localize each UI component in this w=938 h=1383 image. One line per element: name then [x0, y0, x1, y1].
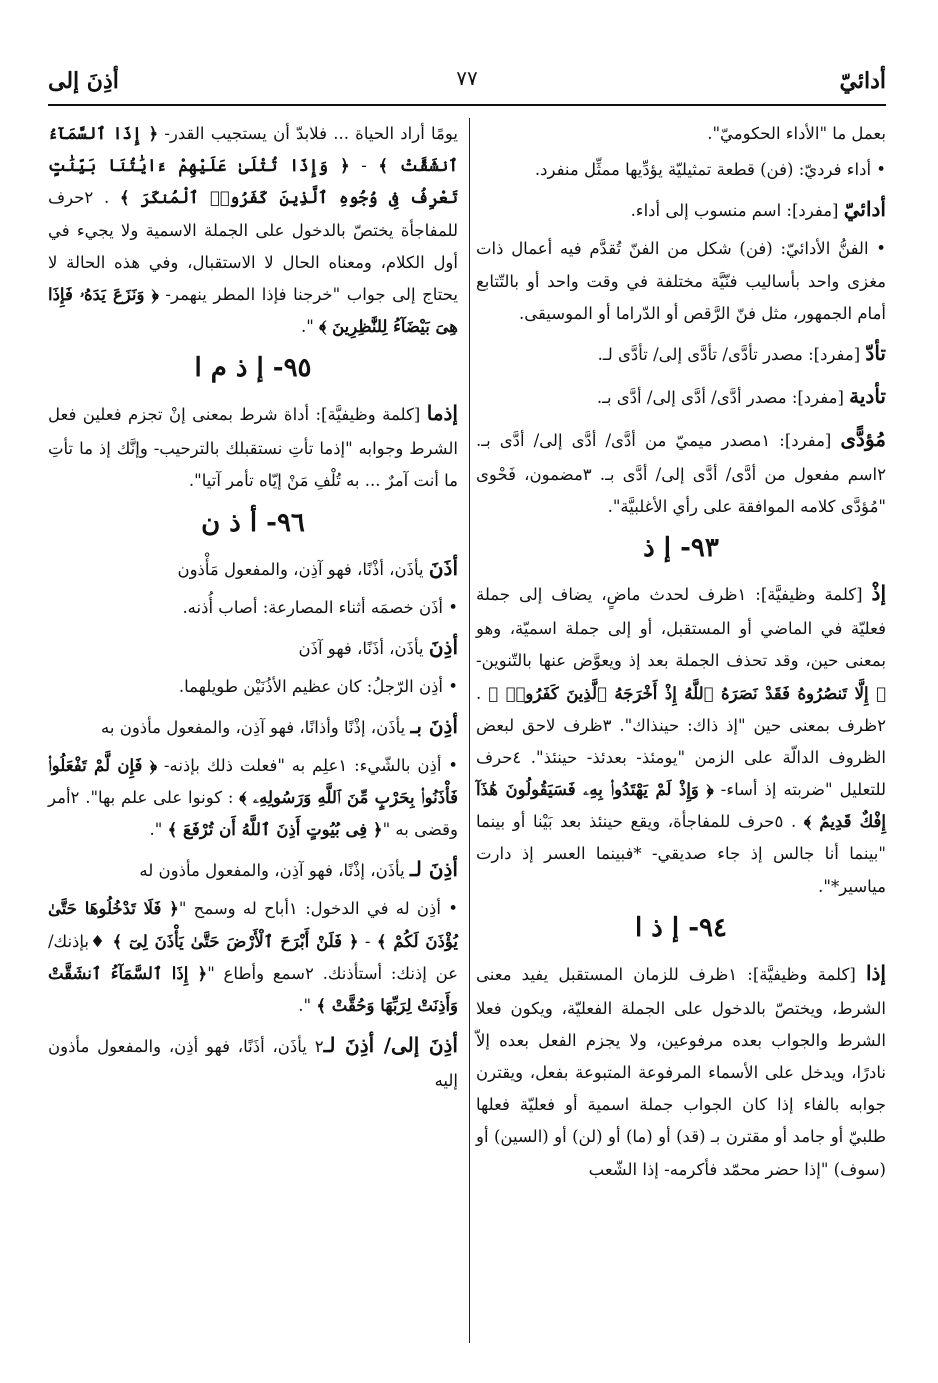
entry-tadd: [476, 334, 886, 373]
definition: [مفرد]: مصدر أدَّى/ أدَّى إلى/ أدَّى بـ.: [596, 387, 850, 407]
definition: . ٥حرف للمفاجأة، ويقع حينئذ بعد بَيْنا أو بينما "بينما أنا جالس إذ جاء صديقي- *فبينما العسر إذ دارت مياسير*".: [476, 812, 886, 896]
entry-text: بعمل ما "الأداء الحكوميّ".: [707, 124, 886, 143]
entry-adhina-bi-sense: [48, 750, 458, 847]
entry-idha-cont: [48, 118, 458, 343]
quran-quote: ﴿ فَلَا تَدْخُلُوهَا حَتَّىٰ يُؤْذَنَ لَكُمْ ﴾: [48, 899, 458, 951]
definition: ".: [298, 995, 317, 1015]
headword: أذِنَ لـ: [409, 857, 458, 882]
header-guide-word-right: أدائيّ: [839, 68, 886, 94]
definition: : كونوا على علم بها". ٢أمر وقضى به ": [48, 788, 458, 840]
entry-text: • أداء فرديّ: (فن) قطعة تمثيليّة يؤدِّيها ممثِّل منفرد.: [534, 160, 886, 180]
entry-adhana: [48, 549, 458, 588]
definition: [كلمة وظيفيَّة]: أداة شرط بمعنى إنْ تجزم فعلين فعل الشرط وجوابه "إذما تأتِ نستقبلك بالترحيب- وإنَّك إذ ما تأتِ ما أنت آمرٌ ... به تُلْفِ مَنْ إيّاه تأمر آتيا".: [48, 405, 458, 491]
entry-adhina-li-sense: [48, 893, 458, 1022]
left-column: [48, 118, 458, 1343]
definition: يومًا أراد الحياة ... فلابدّ أن يستجيب القدر-: [158, 124, 458, 143]
quran-quote: ﴿ فِى بُيُوتٍ أَذِنَ ٱللَّهُ أَن تُرْفَعَ ﴾: [167, 820, 383, 840]
headword: تأدّ: [865, 340, 886, 365]
headword: مُؤدًّى: [840, 426, 886, 451]
entry-adaai: [476, 190, 886, 229]
page-number: ٧٧: [456, 66, 478, 90]
entry-tadiya: [476, 377, 886, 416]
entry-text: • الفنُّ الأدائيّ: (فن) شكل من الفنّ تُقدَّم فيه أعمال ذات مغزى واحد بأساليب فنّيَّة مختلفة في وقت واحد أو بالتّتابع أمام الجمهور، مثل فنّ الرَّقص أو الدّراما أو الموسيقى.: [476, 239, 886, 323]
column-divider: [469, 118, 470, 1343]
headword: إذا: [865, 960, 886, 985]
definition: -: [358, 931, 377, 951]
definition: [مفرد]: اسم منسوب إلى أداء.: [630, 201, 844, 221]
definition: ٢ يأذَن، أذَنًا، فهو أذِن، والمفعول مأذون إليه: [48, 1037, 458, 1091]
quran-quote: ﴿ وَإِذَا تُتْلَىٰ عَلَيْهِمْ ءَايَٰتُنَا بَيِّنَٰتٍ تَعْرِفُ فِى وُجُوهِ ٱلَّذِينَ كَفَرُوا۟ ٱلْمُنكَرَ ﴾: [48, 156, 458, 208]
entry-muadda: [476, 420, 886, 523]
definition: . ٢ظرف بمعنى حين "إذ ذاك: حينذاك". ٣ظرف لاحق لبعض الظروف الدالّة على الزمن "يومئذ- بعدئذ- حينئذ". ٤حرف للتعليل "ضربته إذ أساء-: [476, 683, 886, 800]
definition: يأذَن، أذْنًا، فهو آذِن، والمفعول مَأْذون: [177, 559, 429, 579]
quran-quote: ﴿ وَنَزَعَ يَدَهُۥ فَإِذَا هِىَ بَيْضَآءُ لِلنَّٰظِرِينَ ﴾: [48, 284, 458, 337]
headword: أذِنَ بـ: [410, 713, 458, 738]
page-header: [48, 60, 886, 106]
definition: [كلمة وظيفيَّة]: ١ظرف لحدث ماضٍ، يضاف إلى جملة فعليّة في الماضي أو المستقبل، أو إلى جملة اسميّة، وهو بمعنى حين، وقد تحذف الجملة بعد إذ ويعوَّض عنها بالتّنوين-: [476, 585, 886, 671]
quran-quote: ﴿ وَإِذْ لَمْ يَهْتَدُوا۟ بِهِۦ فَسَيَقُولُونَ هَٰذَآ إِفْكٌ قَدِيمٌ ﴾: [476, 780, 886, 832]
definition: ".: [149, 820, 168, 840]
definition: يأذَن، إذْنًا وأذانًا، فهو آذِن، والمفعول مأذون به: [101, 717, 411, 737]
definition: • أذِن له في الدخول: ١أباح له وسمح ": [178, 899, 458, 919]
definition: ♦بإذنك/ عن إذنك: أستأذنك. ٢سمع وأطاع ": [48, 931, 458, 983]
section-heading-95: ٩٥- إ ذ م ا: [194, 353, 312, 384]
entry-adhina-bi: [48, 707, 458, 746]
headword: أذِنَ إلى/ أذِنَ لـ: [323, 1033, 458, 1058]
definition: ".: [300, 317, 320, 337]
quran-quote: ﴿ إِذَا ٱلسَّمَآءُ ٱنشَقَّتْ ﴾: [48, 124, 459, 176]
section-heading-96: ٩٦- أ ذ ن: [201, 507, 305, 538]
quran-quote: ﴿ إِلَّا تَنصُرُوهُ فَقَدْ نَصَرَهُ ٱللَّهُ إِذْ أَخْرَجَهُ ٱلَّذِينَ كَفَرُوا۟ ﴾: [488, 683, 886, 703]
definition: [مفرد]: مصدر تأدَّى/ تأدَّى إلى/ تأدَّى لـ.: [597, 344, 866, 364]
section-heading-93: ٩٣- إ ذ: [643, 533, 719, 564]
definition: يأذَن، أذَنًا، فهو آذَن: [298, 638, 429, 658]
header-guide-word-left: أذِنَ إلى: [48, 68, 119, 94]
section-heading-94: ٩٤- إ ذ ا: [635, 912, 727, 943]
entry-adhina-li: [48, 850, 458, 889]
headword: إذْ: [871, 581, 886, 606]
entry-idha: [476, 954, 886, 1186]
quran-quote: ﴿ فَإِن لَّمْ تَفْعَلُوا۟ فَأْذَنُوا۟ بِحَرْبٍ مِّنَ ٱللَّهِ وَرَسُولِهِۦ ﴾: [48, 755, 458, 808]
entry-idhma: [48, 394, 458, 497]
entry-text: • أذِن الرّجلُ: كان عظيم الأذُنَيْن طويلهما.: [178, 676, 458, 696]
right-column: [476, 118, 886, 1343]
entry-text: • أذَن خصمَه أثناء المصارعة: أصاب أُذنه.: [182, 597, 458, 617]
definition: • أذِن بالشّيء: ١علِم به "فعلت ذلك بإذنه-: [157, 755, 458, 775]
definition: . ٢حرف للمفاجأة يختصّ بالدخول على الجملة الاسمية ولا يجيء في أول الكلام، ومعناه الحال لا الاستقبال، وفي هذه الحالة لا يحتاج إلى جواب "خرجنا فإذا المطر ينهمر-: [48, 188, 458, 304]
definition: [كلمة وظيفيَّة]: ١ظرف للزمان المستقبل يفيد معنى الشرط، ويختصّ بالدخول على الجملة الفعليّة، ويكون فعلا الشرط والجواب بعده مرفوعين، ولا يجزم الفعل بعده إلاّ نادرًا، ويدخل على الأسماء المرفوعة المتبوعة بفعل، ويقترن جوابه بالفاء إذا كان الجواب جملة اسمية أو فعليّة فعلها طلبيّ أو جامد أو مقترن بـ (قد) أو (ما) أو (لن) أو (السين) أو (سوف) "إذا حضر محمّد فأكرمه- إذا الشّعب: [476, 964, 886, 1179]
headword: أذَنَ: [428, 555, 458, 580]
entry-adhina: [48, 628, 458, 667]
headword: أدائيّ: [843, 197, 886, 222]
definition: [مفرد]: ١مصدر ميميّ من أدَّى/ أدَّى إلى/ أدَّى بـ. ٢اسم مفعول من أدَّى/ أدَّى إلى/ أدَّى بـ. ٣مضمون، فَحْوى "مُؤدَّى كلامه الموافقة على رأي الأغلبيَّة".: [476, 430, 886, 517]
entry-adhina-ila: [48, 1026, 458, 1097]
definition: يأذَن، إذْنًا، فهو آذِن، والمفعول مأذون له: [139, 861, 410, 881]
entry-idh: [476, 574, 886, 903]
quran-quote: ﴿ فَلَنْ أَبْرَحَ ٱلْأَرْضَ حَتَّىٰ يَأْذَنَ لِىٓ ﴾: [112, 931, 359, 951]
headword: تأدية: [849, 383, 886, 408]
quran-quote: ﴿ إِذَا ٱلسَّمَآءُ ٱنشَقَّتْ وَأَذِنَتْ لِرَبِّهَا وَحُقَّتْ ﴾: [48, 963, 458, 1015]
definition: -: [349, 156, 379, 176]
headword: أذِنَ: [428, 634, 458, 659]
headword: إذما: [426, 401, 458, 426]
